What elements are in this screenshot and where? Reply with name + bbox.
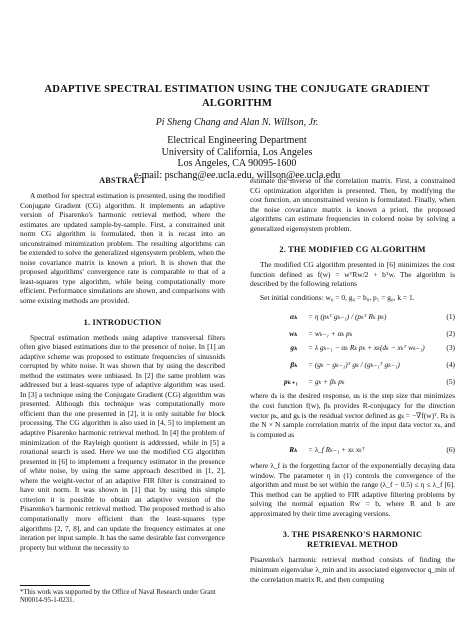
title-line-1: ADAPTIVE SPECTRAL ESTIMATION USING THE CONJUGATE GRADIENT	[44, 84, 430, 95]
eq2-rhs: = wₖ₋₁ + αₖ pₖ	[308, 328, 353, 338]
eq4-lhs: βₖ	[290, 359, 298, 369]
title-line-2: ALGORITHM	[201, 98, 273, 109]
right-intro-text: estimate the inverse of the correlation matrix. First, a constrained CG optimization algorithm is presented. Then, by modifying the cost function, an unconstrained version is formulated. Finally, when the noise covariance matrix is known a priori, the proposed algorithms can estimate frequencies in colored noise by solving a generalized eigensystem problem.	[250, 176, 455, 233]
equation-2	[250, 326, 455, 340]
affiliation-dept: Electrical Engineering Department	[167, 135, 307, 146]
equation-1	[250, 306, 455, 326]
section3-heading-line1: 3. THE PISARENKO'S HARMONIC	[282, 530, 423, 540]
eq5-rhs: = gₖ + βₖ pₖ	[308, 376, 345, 386]
affiliation-city: Los Angeles, CA 90095-1600	[177, 158, 297, 170]
eq3-lhs: gₖ	[290, 342, 298, 352]
section3-heading-line2: RETRIEVAL METHOD	[307, 540, 398, 550]
section2-after: where dₖ is the desired response, αₖ is the step size that minimizes the cost function f(w), βₖ provides R-conjugacy for the direction vector pₖ, and gₖ is the residual vector defined as gₖ = −∇f(w)ᵀ. Rₖ is the N × N sample correlation matrix of the input data vector xₖ, and is computed as	[250, 391, 455, 439]
right-column	[250, 176, 455, 584]
eq3-number: (3)	[446, 342, 455, 352]
section3-heading	[250, 530, 455, 550]
section2-init: Set initial conditions: w₀ = 0, g₀ = b₀, p₁ = g₀, k = 1.	[260, 292, 415, 302]
section3-text: Pisarenko's harmonic retrieval method consists of finding the minimum eigenvalue λ_min and its associated eigenvector q_min of the correlation matrix R, and then computing	[250, 555, 455, 584]
intro-heading: 1. INTRODUCTION	[83, 317, 162, 327]
equation-3	[250, 340, 455, 354]
footnote: *This work was supported by the Office of Naval Research under Grant N00014-95-1-0231.	[20, 589, 216, 605]
affiliation	[20, 135, 454, 181]
equation-5	[250, 374, 455, 388]
section2-after2: where λ_f is the forgetting factor of the exponentially decaying data window. The parameter η in (1) controls the convergence of the algorithm and must be set within the range (λ_f − 0.5) ≤ η ≤ λ_f [6]. This method can be applied to FIR adaptive filtering problems by solving the normal equation Rw = b, where R and b are approximated by their time averaging versions.	[250, 461, 455, 518]
eq6-lhs: Rₖ	[289, 445, 298, 455]
abstract-text: A method for spectral estimation is presented, using the modified Conjugate Gradient (CG) algorithm. It implements an adaptive version of Pisarenko's harmonic retrieval method, where the estimates are updated sample-by-sample. First, a constrained unit norm CG algorithm is formulated, then it is recast into an unconstrained minimization problem. The resulting algorithms can be extended to solve the generalized eigensystem problem, when the noise covariance matrix is known a priori. It is shown that the proposed algorithms' convergence rate is comparable to that of a least-squares type algorithm, while being computationally more efficient. Performance simulations are shown, and comparisons with some existing methods are provided.	[20, 191, 225, 306]
abstract-heading: ABSTRACT	[99, 176, 146, 185]
eq6-rhs: = λ_f Rₖ₋₁ + xₖ xₖᵀ	[308, 445, 365, 455]
intro-text: Spectral estimation methods using adaptive transversal filters often give biased estimations due to the presence of noise. In [1] an adaptive scheme was proposed to estimate frequencies of sinusoids corrupted by white noise. It was shown that by using the described method the estimates were unbiased. In [2] the same problem was addressed but a least-squares type of adaptive algorithm was used. In [3] a technique using the Conjugate Gradient (CG) algorithm was presented. Although this technique was computationally more efficient than the one presented in [2], it is only suitable for block processing. The CG algorithm is also used in [4, 5] to implement an adaptive Pisarenko harmonic retrieval method. In [4] the problem of minimization of the Rayleigh quotient is addressed, while in [5] a rotational search is used. Here we use the modified CG algorithm presented in [6] to implement a frequency estimator in the presence of white noise, by using the same approach described in [1, 2], where the weight-vector of an adaptive FIR filter is constrained to have unit norm. It was shown in [1] that by using this simple criterion it is possible to obtain an adaptive version of the Pisarenko's harmonic retrieval method. The proposed method is also computationally more efficient than the least-squares type algorithms [2, 7, 8], and can update the frequency estimates at one iteration per input sample. It has the same desirable fast convergence property but without the necessity to	[20, 332, 225, 552]
left-column	[20, 176, 225, 552]
affiliation-email: e-mail: pschang@ee.ucla.edu, willson@ee.ucla.edu	[133, 169, 341, 181]
authors: Pi Sheng Chang and Alan N. Willson, Jr.	[155, 117, 319, 128]
paper-title	[20, 83, 454, 111]
equation-block	[250, 306, 455, 388]
eq2-number: (2)	[446, 328, 455, 338]
affiliation-univ: University of California, Los Angeles	[161, 146, 313, 158]
section2-heading: 2. THE MODIFIED CG ALGORITHM	[279, 245, 426, 255]
eq3-rhs: = λ gₖ₋₁ − αₖ Rₖ pₖ + xₖ(dₖ − xₖᵀ wₖ₋₁)	[308, 342, 425, 352]
eq5-lhs: pₖ₊₁	[283, 376, 298, 386]
eq1-rhs: = η (pₖᵀ gₖ₋₁) / (pₖᵀ Rₖ pₖ)	[308, 311, 387, 321]
equation-6	[250, 443, 455, 457]
eq4-rhs: = (gₖ − gₖ₋₁)ᵀ gₖ / (gₖ₋₁ᵀ gₖ₋₁)	[308, 359, 400, 369]
eq5-number: (5)	[446, 376, 455, 386]
eq6-number: (6)	[446, 445, 455, 455]
section2-text: The modified CG algorithm presented in [6] minimizes the cost function defined as f(w) = wᵀRw/2 + bᵀw. The algorithm is described by the following relations	[250, 260, 455, 289]
eq1-number: (1)	[446, 311, 455, 321]
eq4-number: (4)	[446, 359, 455, 369]
eq2-lhs: wₖ	[289, 328, 298, 338]
footnote-rule	[20, 585, 90, 586]
equation-4	[250, 354, 455, 374]
eq1-lhs: αₖ	[290, 311, 298, 321]
